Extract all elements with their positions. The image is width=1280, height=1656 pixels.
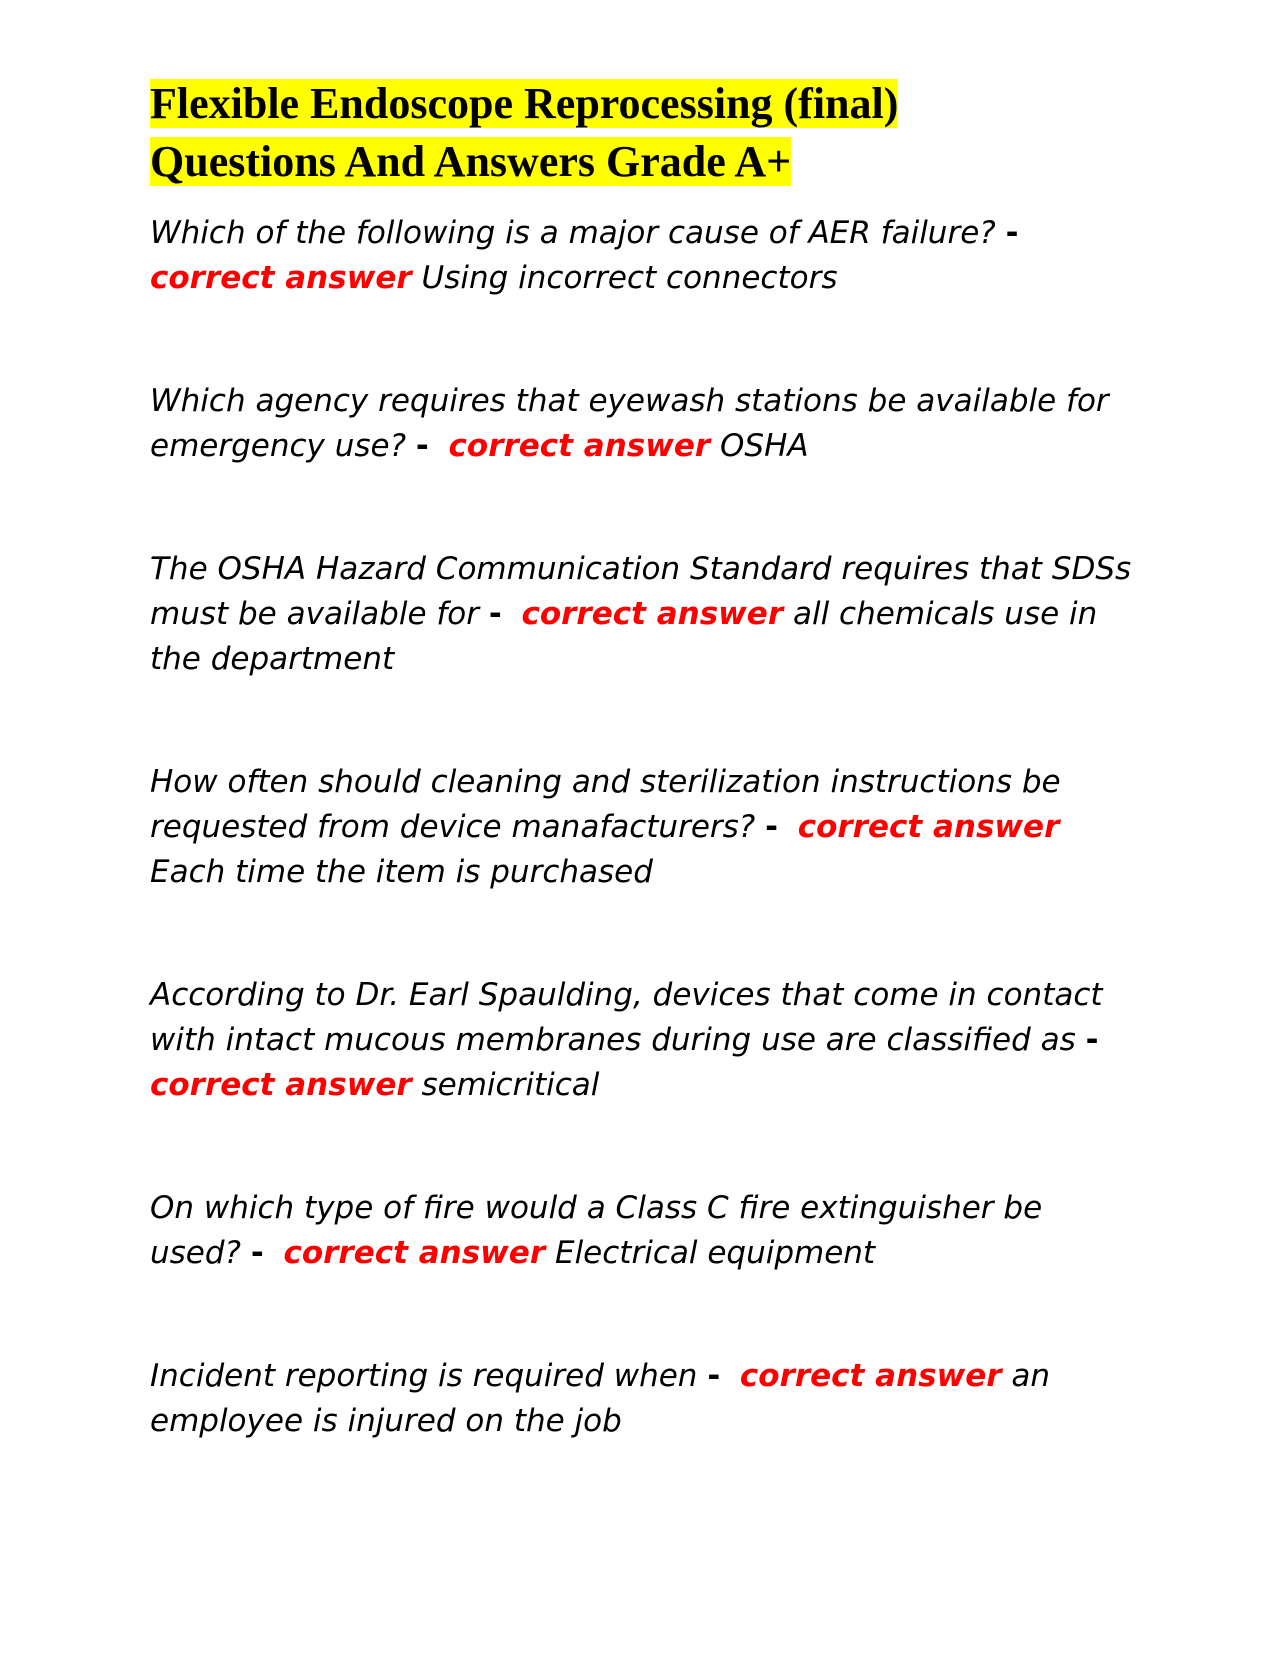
qa-item-4 [150,760,1140,895]
question-text: How often should cleaning and sterilization instructions be requested from device manafacturers? [150,764,1061,845]
answer-text: semicritical [421,1067,600,1103]
answer-text: all chemicals use in the department [150,596,1098,677]
correct-answer-label: correct answer [283,1235,546,1271]
correct-answer-label: correct answer [739,1358,1002,1394]
question-text: Incident reporting is required when [150,1358,698,1394]
title-line-2: Questions And Answers Grade A+ [150,137,792,186]
title-line-1: Flexible Endoscope Reprocessing (final) [150,79,899,128]
qa-item-3 [150,547,1140,682]
correct-answer-label: correct answer [448,428,711,464]
question-text: The OSHA Hazard Communication Standard requires that SDSs must be available for [150,551,1132,632]
separator: - [250,1235,264,1271]
qa-item-2 [150,379,1140,469]
document-page [150,75,1150,1522]
separator: - [1005,215,1019,251]
qa-item-6 [150,1186,1140,1276]
qa-item-5 [150,973,1140,1108]
separator: - [707,1358,721,1394]
document-title [150,75,1150,191]
separator: - [765,809,778,845]
separator: - [415,428,429,464]
correct-answer-label: correct answer [150,1067,412,1103]
correct-answer-label: correct answer [521,596,784,632]
answer-text: an employee is injured on the job [150,1358,1051,1439]
separator: - [488,596,502,632]
qa-item-7 [150,1354,1140,1444]
question-text: According to Dr. Earl Spaulding, devices that come in contact with intact mucous membranes during use are classified as [150,977,1103,1058]
question-text: On which type of fire would a Class C fire extinguisher be used? [150,1190,1043,1271]
correct-answer-label: correct answer [797,809,1060,845]
answer-text: Using incorrect connectors [421,260,838,296]
question-text: Which agency requires that eyewash stations be available for emergency use? [150,383,1109,464]
answer-text: OSHA [720,428,809,464]
answer-text: Electrical equipment [554,1235,876,1271]
question-text: Which of the following is a major cause of AER failure? [150,215,996,251]
correct-answer-label: correct answer [150,260,412,296]
qa-item-1 [150,211,1140,301]
separator: - [1085,1022,1099,1058]
answer-text: Each time the item is purchased [150,854,653,890]
